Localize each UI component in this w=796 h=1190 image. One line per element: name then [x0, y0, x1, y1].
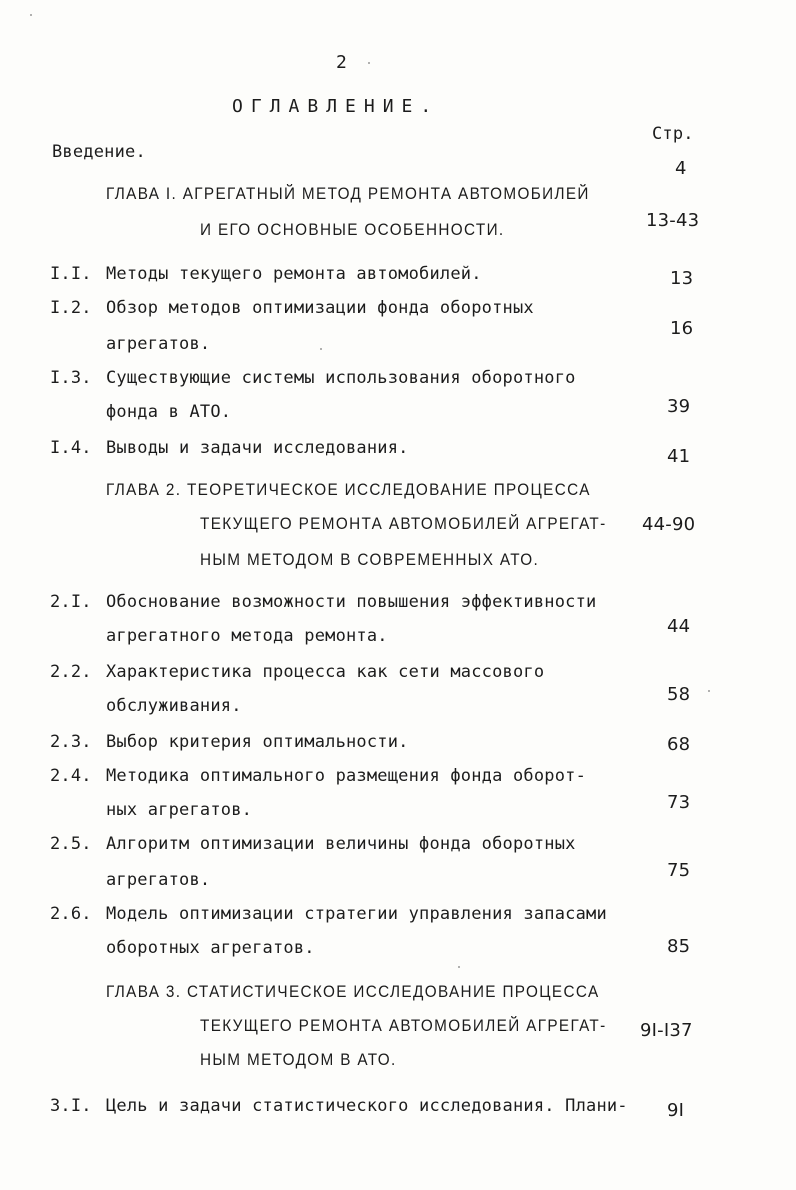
section-2-5-number: 2.5.: [50, 834, 92, 854]
section-2-3-page: 68: [667, 734, 691, 755]
section-1-3-title-line-2: фонда в АТО.: [106, 402, 232, 422]
scan-speck: [320, 348, 322, 350]
chapter-2-line-2: ТЕКУЩЕГО РЕМОНТА АВТОМОБИЛЕЙ АГРЕГАТ-: [200, 514, 607, 533]
section-2-1-number: 2.I.: [50, 592, 92, 612]
section-2-1-page: 44: [667, 616, 691, 637]
section-2-4-title-line-1: Методика оптимального размещения фонда оборот-: [106, 766, 587, 786]
chapter-3-line-3: НЫМ МЕТОДОМ В АТО.: [200, 1050, 397, 1069]
section-2-5-title-line-2: агрегатов.: [106, 870, 211, 890]
section-1-4-number: I.4.: [50, 438, 92, 458]
scan-speck: [708, 690, 710, 692]
section-1-2-number: I.2.: [50, 298, 92, 318]
section-2-4-number: 2.4.: [50, 766, 92, 786]
section-2-3-number: 2.3.: [50, 732, 92, 752]
chapter-2-pages: 44-90: [642, 514, 696, 535]
section-1-1-title: Методы текущего ремонта автомобилей.: [106, 264, 482, 284]
section-2-4-page: 73: [667, 792, 691, 813]
section-1-3-title-line-1: Существующие системы использования оборотного: [106, 368, 576, 388]
page-title: ОГЛАВЛЕНИЕ.: [232, 96, 440, 117]
section-1-1-page: 13: [670, 268, 694, 289]
section-2-2-title-line-2: обслуживания.: [106, 696, 242, 716]
scan-speck: [458, 966, 460, 968]
scan-speck: [30, 14, 32, 16]
section-1-2-title-line-1: Обзор методов оптимизации фонда оборотных: [106, 298, 534, 318]
section-2-2-page: 58: [667, 684, 691, 705]
section-1-4-page: 41: [667, 446, 691, 467]
section-3-1-title: Цель и задачи статистического исследования. Плани-: [106, 1096, 628, 1116]
section-1-4-title: Выводы и задачи исследования.: [106, 438, 409, 458]
section-2-6-page: 85: [667, 936, 691, 957]
page-column-header: Стр.: [652, 124, 694, 144]
section-2-6-number: 2.6.: [50, 904, 92, 924]
intro-page: 4: [675, 158, 687, 179]
section-2-3-title: Выбор критерия оптимальности.: [106, 732, 409, 752]
section-2-2-number: 2.2.: [50, 662, 92, 682]
section-1-2-page: 16: [670, 318, 694, 339]
page-number: 2: [336, 52, 348, 73]
chapter-1-line-2: И ЕГО ОСНОВНЫЕ ОСОБЕННОСТИ.: [200, 220, 505, 239]
chapter-2-line-1: ГЛАВА 2. ТЕОРЕТИЧЕСКОЕ ИССЛЕДОВАНИЕ ПРОЦЕССА: [106, 480, 591, 499]
section-1-3-number: I.3.: [50, 368, 92, 388]
section-2-6-title-line-2: оборотных агрегатов.: [106, 938, 315, 958]
section-2-5-title-line-1: Алгоритм оптимизации величины фонда оборотных: [106, 834, 576, 854]
section-2-2-title-line-1: Характеристика процесса как сети массового: [106, 662, 545, 682]
section-2-1-title-line-1: Обоснование возможности повышения эффективности: [106, 592, 597, 612]
scan-speck: [368, 62, 370, 64]
chapter-1-pages: 13-43: [646, 210, 700, 231]
section-3-1-page: 9I: [667, 1100, 685, 1121]
chapter-1-line-1: ГЛАВА I. АГРЕГАТНЫЙ МЕТОД РЕМОНТА АВТОМОБИЛЕЙ: [106, 184, 590, 203]
chapter-3-line-2: ТЕКУЩЕГО РЕМОНТА АВТОМОБИЛЕЙ АГРЕГАТ-: [200, 1016, 607, 1035]
section-2-6-title-line-1: Модель оптимизации стратегии управления запасами: [106, 904, 607, 924]
section-1-2-title-line-2: агрегатов.: [106, 334, 211, 354]
section-2-1-title-line-2: агрегатного метода ремонта.: [106, 626, 388, 646]
section-2-5-page: 75: [667, 860, 691, 881]
section-2-4-title-line-2: ных агрегатов.: [106, 800, 253, 820]
chapter-3-line-1: ГЛАВА 3. СТАТИСТИЧЕСКОЕ ИССЛЕДОВАНИЕ ПРОЦЕССА: [106, 982, 600, 1001]
chapter-3-pages: 9I-I37: [640, 1020, 693, 1041]
chapter-2-line-3: НЫМ МЕТОДОМ В СОВРЕМЕННЫХ АТО.: [200, 550, 540, 569]
section-3-1-number: 3.I.: [50, 1096, 92, 1116]
section-1-3-page: 39: [667, 396, 691, 417]
section-1-1-number: I.I.: [50, 264, 92, 284]
intro-label: Введение.: [52, 142, 146, 162]
